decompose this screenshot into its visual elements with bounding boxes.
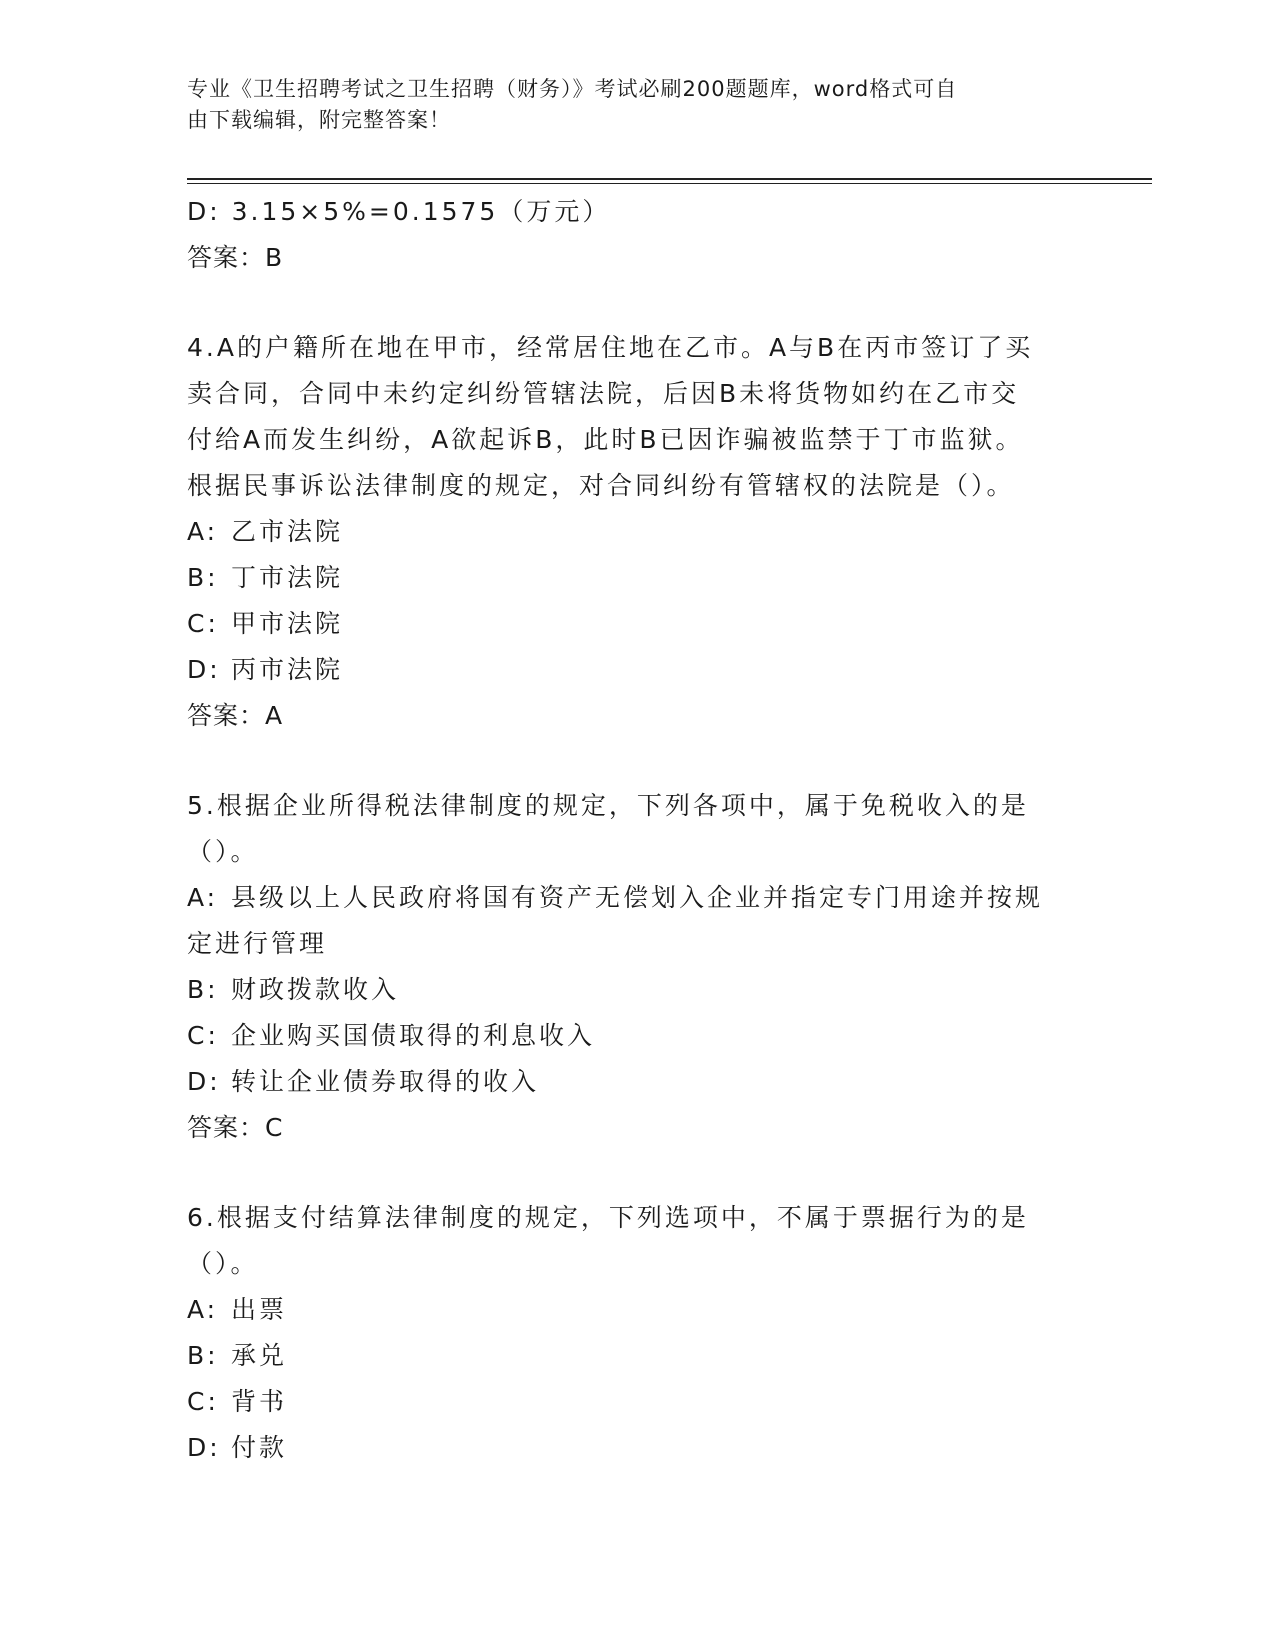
question-4 bbox=[187, 325, 1087, 509]
question-4-line-2: 卖合同，合同中未约定纠纷管辖法院，后因B未将货物如约在乙市交 bbox=[187, 379, 1020, 408]
option-label: D: bbox=[187, 655, 221, 684]
option-text: 承兑 bbox=[231, 1341, 288, 1370]
option-label: A: bbox=[187, 883, 219, 912]
document-header bbox=[187, 74, 1067, 136]
question-content bbox=[187, 189, 1087, 1471]
question-4-option-a bbox=[187, 509, 1087, 555]
question-4-option-d bbox=[187, 647, 1087, 693]
question-6-option-d bbox=[187, 1425, 1087, 1471]
question-5-option-b bbox=[187, 967, 1087, 1013]
question-6 bbox=[187, 1195, 1087, 1287]
header-line-1: 专业《卫生招聘考试之卫生招聘（财务）》考试必刷200题题库，word格式可自 bbox=[187, 77, 958, 101]
option-label: B: bbox=[187, 563, 219, 592]
option-text: 出票 bbox=[231, 1295, 288, 1324]
question-6-option-b bbox=[187, 1333, 1087, 1379]
question-4-answer: 答案：A bbox=[187, 701, 284, 730]
option-text: 财政拨款收入 bbox=[231, 975, 400, 1004]
prev-answer: 答案：B bbox=[187, 243, 284, 272]
option-text: 县级以上人民政府将国有资产无偿划入企业并指定专门用途并按规 bbox=[231, 883, 1044, 912]
question-4-line-4: 根据民事诉讼法律制度的规定，对合同纠纷有管辖权的法院是（）。 bbox=[187, 471, 1015, 500]
header-divider-thick bbox=[187, 178, 1152, 180]
option-text: 甲市法院 bbox=[231, 609, 344, 638]
question-4-line-1: 4.A的户籍所在地在甲市，经常居住地在乙市。A与B在丙市签订了买 bbox=[187, 333, 1034, 362]
header-line-2: 由下载编辑，附完整答案！ bbox=[187, 108, 451, 132]
option-label: A: bbox=[187, 517, 219, 546]
question-4-option-b bbox=[187, 555, 1087, 601]
question-5-answer: 答案：C bbox=[187, 1113, 284, 1142]
question-6-line-1: 6.根据支付结算法律制度的规定，下列选项中，不属于票据行为的是 bbox=[187, 1203, 1029, 1232]
option-label: C: bbox=[187, 1021, 219, 1050]
question-5-option-a-cont: 定进行管理 bbox=[187, 929, 328, 958]
option-label: B: bbox=[187, 975, 219, 1004]
question-6-option-a bbox=[187, 1287, 1087, 1333]
header-divider-thin bbox=[187, 183, 1152, 184]
option-label: D: bbox=[187, 1067, 221, 1096]
option-label: C: bbox=[187, 1387, 219, 1416]
question-5-line-2: （）。 bbox=[187, 837, 259, 866]
question-5-option-c bbox=[187, 1013, 1087, 1059]
question-6-line-2: （）。 bbox=[187, 1249, 259, 1278]
prev-option-d: D: 3.15×5%=0.1575（万元） bbox=[187, 197, 611, 226]
question-5-option-d bbox=[187, 1059, 1087, 1105]
question-5 bbox=[187, 783, 1087, 875]
option-text: 转让企业债券取得的收入 bbox=[231, 1067, 540, 1096]
question-6-option-c bbox=[187, 1379, 1087, 1425]
option-label: C: bbox=[187, 609, 219, 638]
question-4-line-3: 付给A而发生纠纷，A欲起诉B，此时B已因诈骗被监禁于丁市监狱。 bbox=[187, 425, 1024, 454]
question-5-line-1: 5.根据企业所得税法律制度的规定，下列各项中，属于免税收入的是 bbox=[187, 791, 1029, 820]
option-text: 丁市法院 bbox=[231, 563, 344, 592]
question-5-option-a bbox=[187, 875, 1087, 921]
option-text: 乙市法院 bbox=[231, 517, 344, 546]
option-label: A: bbox=[187, 1295, 219, 1324]
option-label: D: bbox=[187, 1433, 221, 1462]
option-text: 付款 bbox=[231, 1433, 288, 1462]
question-4-option-c bbox=[187, 601, 1087, 647]
option-text: 企业购买国债取得的利息收入 bbox=[231, 1021, 596, 1050]
option-text: 丙市法院 bbox=[231, 655, 344, 684]
option-label: B: bbox=[187, 1341, 219, 1370]
option-text: 背书 bbox=[231, 1387, 288, 1416]
